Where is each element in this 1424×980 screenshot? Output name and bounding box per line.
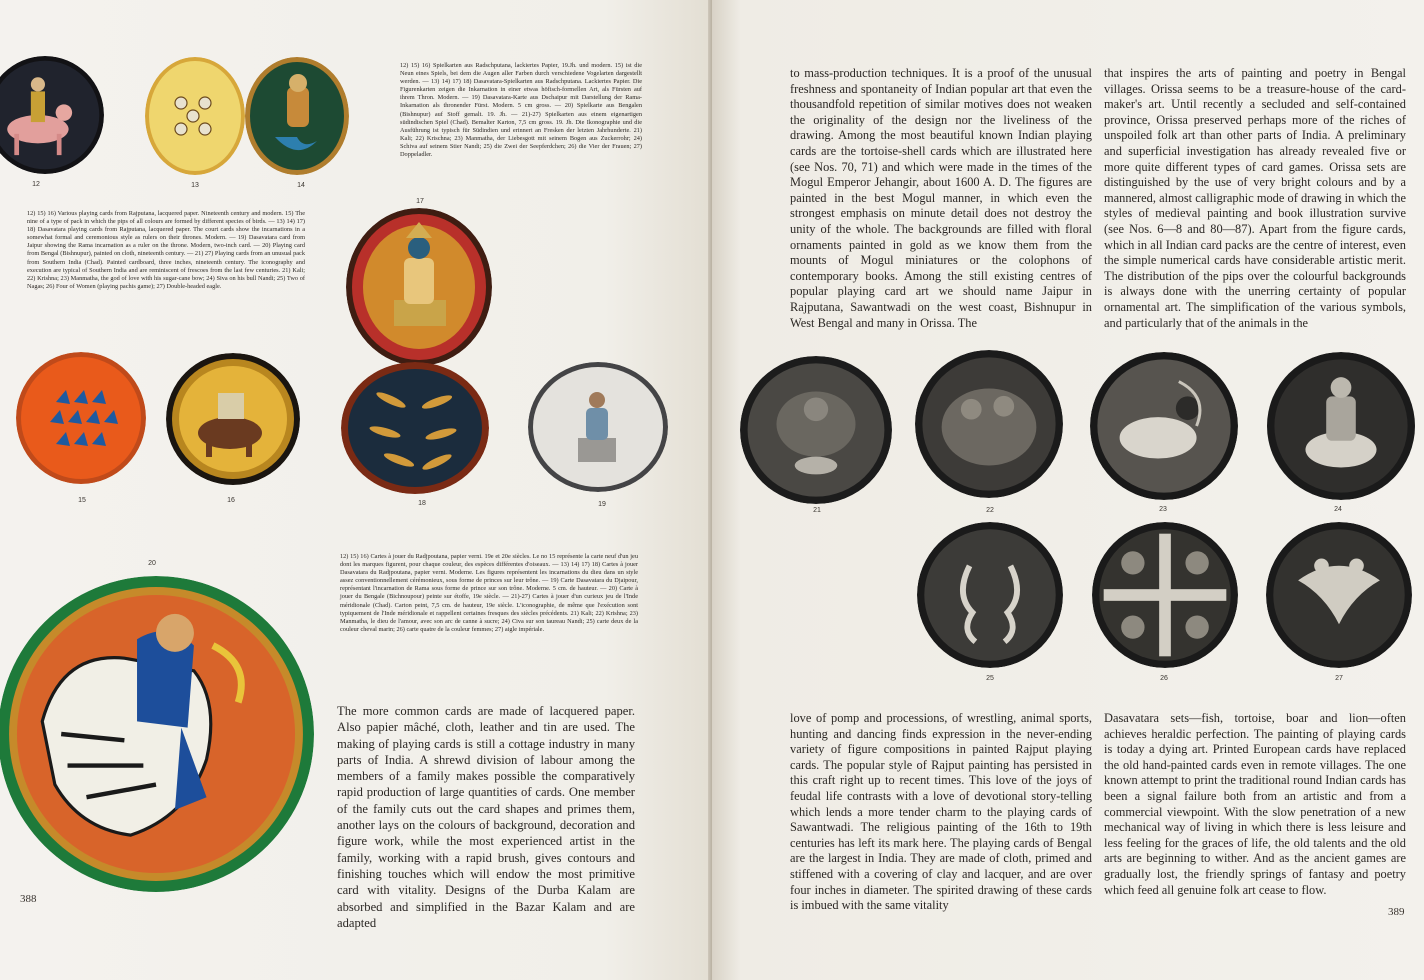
figure-number-21: 21 [813, 507, 821, 514]
figure-number-18: 18 [418, 500, 426, 507]
card-23-image [1090, 352, 1238, 500]
right-col2-bottom-text: Dasavatara sets—fish, tortoise, boar and lion—often achieves heraldic perfection. The painting of playing cards is today a dying art. Printed European cards have replaced the old hand-painted cards even in remote villages. The one known attempt to print the traditional round Indian cards has been a signal failure both from an artistic and from a commercial viewpoint. With the slow penetration of a new mechanical way of living in which there is less leisure and less feeling for the graces of life, the old talents and the old arts are beginning to wither. And as the ancient games are gradually lost, the friendly springs of fantasy and poetry which feed all genuine folk art cease to flow. [1104, 711, 1406, 897]
card-22-image [915, 350, 1063, 498]
figure-number-16: 16 [227, 497, 235, 504]
card-21-image [740, 356, 892, 504]
card-19-image [528, 362, 668, 492]
right-col1-top-text: to mass-production techniques. It is a proof of the unusual freshness and spontaneity of Indian popular art that even the thousandfold repetition of similar motives does not weaken the originality of the design nor the liveliness of the drawing. Among the most beautiful known Indian playing cards are the tortoise-shell cards which are illustrated here (see Nos. 70, 71) and which were made in the times of the Mogul Emperor Jehangir, about 1600 A. D. The figures are painted in the best Mogul manner, in which even the strongest emphasis on minute detail does not destroy the unity of the whole. The backgrounds are filled with floral ornaments painted in gold as we know them from the mounts of Mogul miniatures or the colophons of contemporary books. Among the still existing centres of popular playing card art we should name Jaipur in Rajputana, Sawantwadi on the west coast, Bishnupur in West Bengal and many in Orissa. The [790, 66, 1092, 330]
card-12-image [0, 56, 104, 174]
figure-number-19: 19 [598, 501, 606, 508]
french-caption: 12) 15) 16) Cartes à jouer du Radjpoutana, papier verni. 19e et 20e siècles. Le no 15 représente la carte neuf d'un jeu dont les marques figurent, pour chaque couleur, des espèces différentes d'oiseaux. — 13) 14) 17) 18) Cartes à jouer Dasavatara du Radjpoutana, papier verni. Moderne. Les figures représentent les incarnations du dieu dans un style assez conventionnellement cérémonieux, sous forme de princes sur leur trône. — 19) Carte Dasavatara du Djaipour, représentant l'incarnation de Rama sous forme de prince sur son trône. Moderne. 5 cm. de hauteur. — 20) Carte à jouer du Bengale (Bichnoupour) peinte sur étoffe, 19e siècle. — 21)-27) Cartes à jouer d'un curieux jeu de l'Inde méridionale (Chad). Carton peint, 7,5 cm. de hauteur, 19e siècle. L'iconographie, de même que l'exécution sont typiquement de l'Inde méridionale et rappellent certaines fresques des siècles précédents. 21) Kali; 22) Krishna; 23) Manmatha, le dieu de l'amour, avec son arc de canne à sucre; 24) Civa sur son taureau Nandi; 25) carte deux de la couleur cheval marin; 26) carte quatre de la couleur femmes; 27) aigle impériale. [340, 553, 638, 633]
figure-number-12: 12 [32, 181, 40, 188]
card-26-image [1092, 522, 1238, 668]
card-17-image [346, 208, 492, 366]
german-caption: 12) 15) 16) Spielkarten aus Radschputana, lackiertes Papier, 19.Jh. und modern. 15) ist die Neun eines Spiels, bei dem die Augen aller Farben durch verschiedene Vogelarten dargestellt werden. — 13) 14) 17) 18) Dasavatara-Spielkarten aus Radschputana. Lackiertes Papier. Die Figurenkarten zeigen die Inkarnation in einer etwas höfisch-formellen Art, als Fürsten auf ihrem Thron. Modern. — 19) Dasavatara-Karte aus Dschaipur mit Darstellung der Rama-Inkarnation als thronender Fürst. Modern. 5 cm gross. — 20) Spielkarte aus Bengalen (Bishnupur) auf Stoff gemalt. 19. Jh. — 21)-27) Spielkarten aus einem eigenartigen südindischen Spiel (Chad). Bemalter Karton, 7,5 cm gross. 19. Jh. Die Ikonographie und die Ausführung ist typisch für Südindien und erinnert an Fresken der letzten Jahrhunderte. 21) Kali; 22) Krischna; 23) Manmatha, der Liebesgott mit seinem Bogen aus Zuckerrohr; 24) Schiva auf seinem Stier Nandi; 25) die Zwei der Seepferdchen; 26) die Vier der Frauen; 27) Doppeladler. [400, 62, 642, 159]
figure-number-15: 15 [78, 497, 86, 504]
right-page-number: 389 [1388, 906, 1405, 918]
figure-number-22: 22 [986, 507, 994, 514]
card-15-image [16, 352, 146, 484]
card-20-image [0, 576, 314, 892]
right-col1-bottom-text: love of pomp and processions, of wrestling, animal sports, hunting and dancing finds expression in the never-ending variety of figure compositions in painted Rajput playing cards. The popular style of Rajput painting has persisted in this craft right up to recent times. This love of the joys of feudal life contrasts with a love of devotional story-telling which lends a more tender charm to the playing cards of Sawantwadi. The religious painting of the 16th to 19th centuries has left its mark here. The playing cards of Bengal are the largest in India. They are made of cloth, primed and stiffened with a covering of clay and lacquer, and are over four inches in diameter. The spirited drawing of these cards is imbued with the same vitality [790, 711, 1092, 913]
figure-number-27: 27 [1335, 675, 1343, 682]
right-col2-top-text: that inspires the arts of painting and poetry in Bengal villages. Orissa seems to be a treasure-house of the card-maker's art. Until recently a secluded and self-contained province, Orissa preserved perhaps more of the riches of unspoiled folk art than other parts of India. A preliminary and superficial investigation has already revealed five or more quite different types of card games. Orissa sets are distinguished by the use of very bright colours and by a mannered, almost calligraphic mode of drawing in which the styles of medieval painting and book illustration survive (see Nos. 6—8 and 80—87). Apart from the figure cards, which in all Indian card packs are the centre of interest, even the simple numerical cards have considerable artistic merit. The distribution of the pips over the colourful backgrounds is always done with the unerring certainty of popular ornamental art. The simplification of the various symbols, and particularly that of the animals in the [1104, 66, 1406, 330]
left-body-text: The more common cards are made of lacquered paper. Also papier mâché, cloth, leather and tin are used. The making of playing cards is still a cottage industry in many parts of India. A shrewd division of labour among the members of a family makes possible the comparatively rapid production of large quantities of cards. One member of the family cuts out the card shapes and primes them, another lays on the colours of background, decoration and figure work, while the most experienced artist in the family, working with a rapid brush, gives contours and finishing touches which will endow the most primitive card with vitality. Designs of the Durba Kalam are absorbed and simplified in the Bazar Kalam and are adapted [337, 704, 635, 930]
figure-number-26: 26 [1160, 675, 1168, 682]
card-24-image [1266, 352, 1416, 500]
card-25-image [917, 522, 1063, 668]
figure-number-23: 23 [1159, 506, 1167, 513]
card-13-image [145, 57, 245, 175]
right-page [712, 0, 1424, 980]
english-caption: 12) 15) 16) Various playing cards from Rajputana, lacquered paper. Nineteenth century and modern. 15) The nine of a type of pack in which the pips of all colours are formed by different species of birds. — 13) 14) 17) 18) Dasavatara playing cards from Rajputana, lacquered paper. The court cards show the incarnations in a somewhat formal and ceremonious style as rulers on their thrones. Modern. — 19) Dasavatara card from Jaipur showing the Rama incarnation as a ruler on the throne. Modern, two-inch card. — 20) Playing card from Bengal (Bishnupur), painted on cloth, nineteenth century. — 21) 27) Playing cards from an unusual pack from Southern India (Chad). Painted cardboard, three inches, nineteenth century. The iconography and execution are typical of Southern India and are reminiscent of frescoes from the last few centuries. 21) Kali; 22) Krishna; 23) Manmatha, the god of love with his sugar-cane bow; 24) Siva on his bull Nandi; 25) Two of Nagas; 26) Four of Women (playing pachis game); 27) Double-headed eagle. [27, 210, 305, 290]
figure-number-14: 14 [297, 182, 305, 189]
figure-number-20: 20 [148, 560, 156, 567]
card-18-image [341, 362, 489, 494]
left-page-number: 388 [20, 893, 37, 905]
figure-number-24: 24 [1334, 506, 1342, 513]
card-27-image [1266, 522, 1412, 668]
card-14-image [245, 57, 349, 175]
figure-number-17: 17 [416, 198, 424, 205]
card-16-image [166, 353, 300, 485]
figure-number-13: 13 [191, 182, 199, 189]
figure-number-25: 25 [986, 675, 994, 682]
